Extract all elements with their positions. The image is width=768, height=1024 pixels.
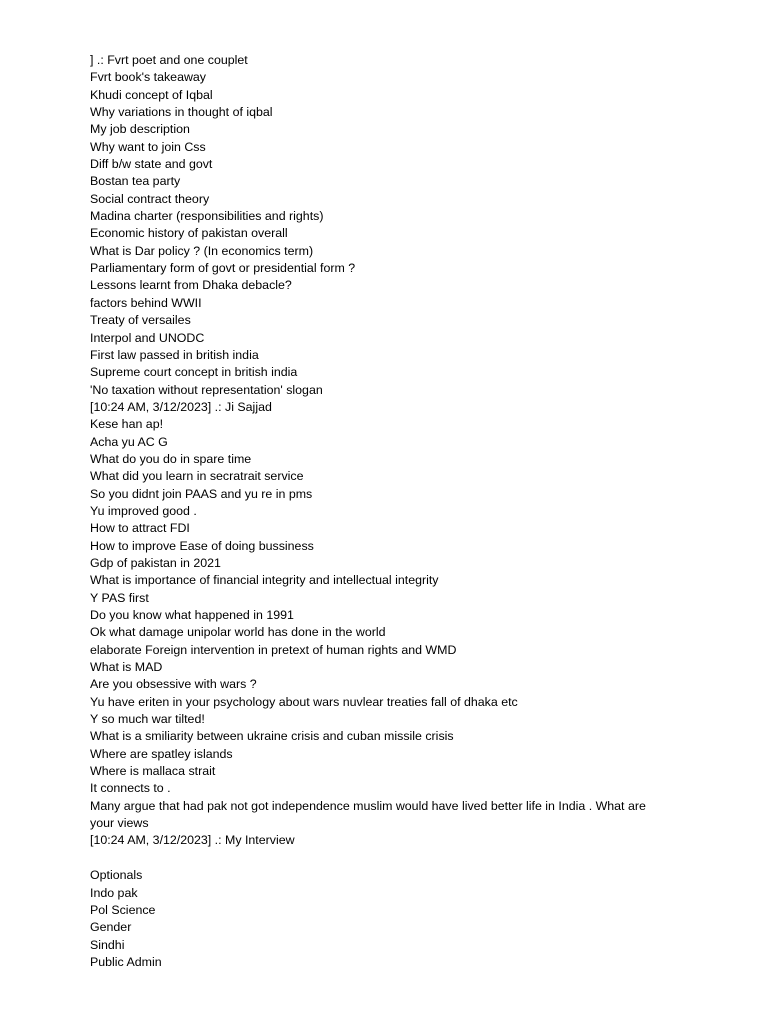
text-line: Many argue that had pak not got independence muslim would have lived better life in India . What are (90, 798, 646, 813)
text-line: Bostan tea party (90, 174, 181, 189)
list-item: Public Admin (90, 954, 162, 969)
text-line: Yu improved good . (90, 503, 197, 518)
text-line: Do you know what happened in 1991 (90, 608, 294, 622)
text-line: Ok what damage unipolar world has done in the world (90, 625, 386, 640)
text-line: Khudi concept of Iqbal (90, 87, 213, 102)
text-line: Diff b/w state and govt (90, 157, 213, 172)
text-line: Are you obsessive with wars ? (90, 677, 257, 692)
text-line: What is MAD (90, 660, 163, 675)
text-line: your views (90, 816, 149, 831)
blank-line (90, 850, 690, 867)
list-item: Pol Science (90, 902, 156, 917)
text-line: ] .: Fvrt poet and one couplet (90, 53, 248, 67)
text-line: Parliamentary form of govt or presidential form ? (90, 261, 356, 276)
text-line: What do you do in spare time (90, 451, 252, 466)
text-line: What is Dar policy ? (In economics term) (90, 243, 314, 258)
text-line: Y PAS first (90, 590, 149, 605)
text-line: elaborate Foreign intervention in pretext of human rights and WMD (90, 642, 457, 657)
text-line: Why want to join Css (90, 139, 206, 154)
chat-timestamp-line: [10:24 AM, 3/12/2023] .: Ji Sajjad (90, 399, 272, 414)
text-line: Lessons learnt from Dhaka debacle? (90, 278, 292, 293)
text-line: What did you learn in secratrait service (90, 469, 304, 484)
text-line: First law passed in british india (90, 347, 259, 362)
list-item: Sindhi (90, 937, 125, 952)
text-line: factors behind WWII (90, 295, 202, 310)
text-line: Why variations in thought of iqbal (90, 105, 273, 120)
text-line: My job description (90, 122, 190, 137)
text-line: What is a smiliarity between ukraine crisis and cuban missile crisis (90, 729, 454, 744)
text-line: It connects to . (90, 781, 171, 796)
text-line: So you didnt join PAAS and yu re in pms (90, 486, 313, 501)
text-line: Yu have eriten in your psychology about wars nuvlear treaties fall of dhaka etc (90, 694, 518, 709)
text-line: Y so much war tilted! (90, 712, 205, 727)
text-line: Acha yu AC G (90, 434, 168, 449)
text-line: Gdp of pakistan in 2021 (90, 555, 221, 570)
text-line: How to improve Ease of doing bussiness (90, 538, 314, 553)
text-line: Kese han ap! (90, 417, 164, 432)
text-line: Fvrt book's takeaway (90, 70, 206, 85)
document-body (90, 52, 690, 971)
text-line: Supreme court concept in british india (90, 365, 298, 380)
list-item: Indo pak (90, 885, 138, 900)
text-line: Treaty of versailes (90, 313, 191, 328)
text-line: Economic history of pakistan overall (90, 226, 288, 241)
list-item: Gender (90, 920, 132, 935)
section-heading: Optionals (90, 868, 143, 883)
text-line: Madina charter (responsibilities and rights) (90, 209, 324, 224)
chat-timestamp-line: [10:24 AM, 3/12/2023] .: My Interview (90, 833, 295, 848)
text-line: Interpol and UNODC (90, 330, 205, 345)
text-line: How to attract FDI (90, 521, 190, 536)
text-line: Social contract theory (90, 191, 210, 206)
text-line: 'No taxation without representation' slogan (90, 382, 323, 397)
text-line: What is importance of financial integrity and intellectual integrity (90, 573, 439, 588)
text-line: Where is mallaca strait (90, 764, 216, 779)
text-line: Where are spatley islands (90, 746, 233, 761)
